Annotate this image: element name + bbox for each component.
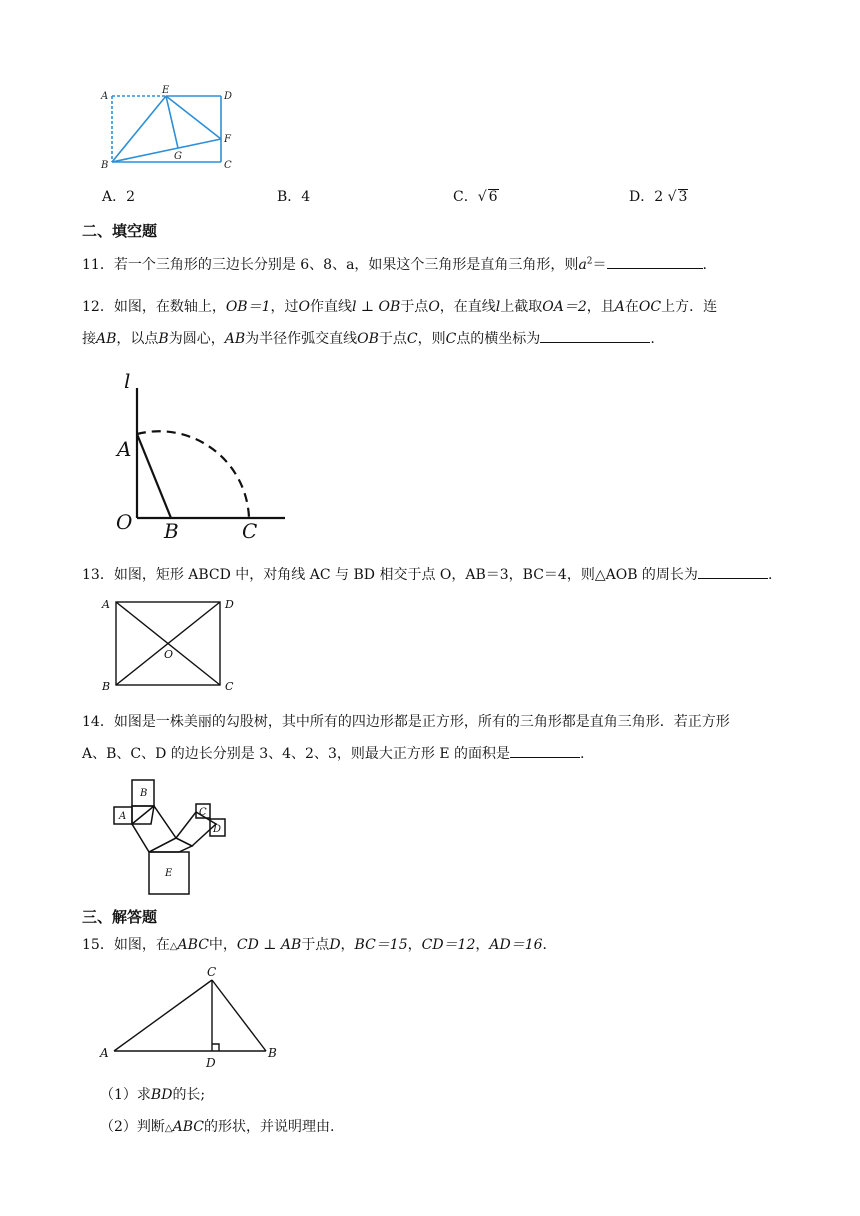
- q10-label-f: F: [224, 134, 231, 145]
- q10-label-d: D: [224, 91, 233, 102]
- q15-label-d: D: [206, 1056, 216, 1070]
- q14-line2: A、B、C、D 的边长分别是 3、4、2、3，则最大正方形 E 的面积是 .: [82, 743, 584, 763]
- q10-label-b: B: [101, 160, 109, 171]
- q15-label-b: B: [268, 1046, 277, 1060]
- q10-label-g: G: [174, 151, 182, 162]
- q10-option-d: D．2 √ 3: [629, 189, 688, 205]
- q14-label-c: C: [199, 807, 207, 818]
- q13-label-d: D: [225, 598, 234, 611]
- q15-sub2: （2）判断△ABC的形状，并说明理由.: [100, 1119, 335, 1135]
- q14-answer-blank[interactable]: [510, 743, 580, 758]
- q14-label-e: E: [165, 868, 173, 879]
- q12-label-o: O: [116, 510, 133, 534]
- q12-line1: 12．如图，在数轴上，OB＝1，过O作直线l ⊥ OB于点O，在直线l上截取OA＝2，且A在OC上方．连: [82, 299, 718, 315]
- q10-label-e: E: [162, 85, 170, 96]
- q12-label-b: B: [164, 519, 179, 543]
- q13-text: 13．如图，矩形 ABCD 中，对角线 AC 与 BD 相交于点 O，AB＝3，BC＝4，则△AOB 的周长为 .: [82, 564, 772, 584]
- q12-answer-blank[interactable]: [540, 328, 650, 343]
- q14-line1: 14．如图是一株美丽的勾股树，其中所有的四边形都是正方形，所有的三角形都是直角三角形．若正方形: [82, 714, 730, 730]
- q13-figure: [96, 594, 246, 694]
- q15-text: 15．如图，在△ABC中，CD ⊥ AB于点D，BC＝15，CD＝12，AD＝16．: [82, 937, 557, 953]
- q15-figure: [96, 960, 286, 1070]
- q14-label-a: A: [119, 811, 127, 822]
- section-title-fill-in: 二、填空题: [82, 222, 158, 240]
- q13-answer-blank[interactable]: [698, 564, 768, 579]
- q14-label-b: B: [140, 788, 148, 799]
- q10-option-a: A．2: [102, 189, 136, 205]
- q13-label-a: A: [102, 598, 110, 611]
- q12-label-l: l: [124, 369, 131, 393]
- q15-sub1: （1）求BD的长;: [100, 1087, 206, 1103]
- q11-text: 11．若一个三角形的三边长分别是 6、8、a，如果这个三角形是直角三角形，则$a^2=$ .: [82, 254, 707, 274]
- q13-label-c: C: [225, 680, 234, 693]
- q15-label-a: A: [100, 1046, 109, 1060]
- q12-label-c: C: [242, 519, 258, 543]
- q10-option-b: B．4: [277, 189, 311, 205]
- q14-figure: [104, 772, 234, 900]
- q10-option-c: C．√ 6: [453, 189, 498, 205]
- q13-label-b: B: [102, 680, 111, 693]
- q12-line2: 接AB，以点B为圆心，AB为半径作弧交直线OB于点C，则C点的横坐标为 .: [82, 328, 655, 348]
- q10-label-c: C: [224, 160, 232, 171]
- section-title-solutions: 三、解答题: [82, 908, 158, 926]
- q12-figure: [110, 366, 295, 546]
- q14-label-d: D: [213, 824, 222, 835]
- q11-answer-blank[interactable]: [607, 254, 703, 269]
- q13-label-o: O: [164, 648, 174, 661]
- q12-label-a: A: [117, 437, 132, 461]
- q15-label-c: C: [207, 965, 217, 979]
- q10-figure: [96, 82, 236, 172]
- q10-label-a: A: [101, 91, 109, 102]
